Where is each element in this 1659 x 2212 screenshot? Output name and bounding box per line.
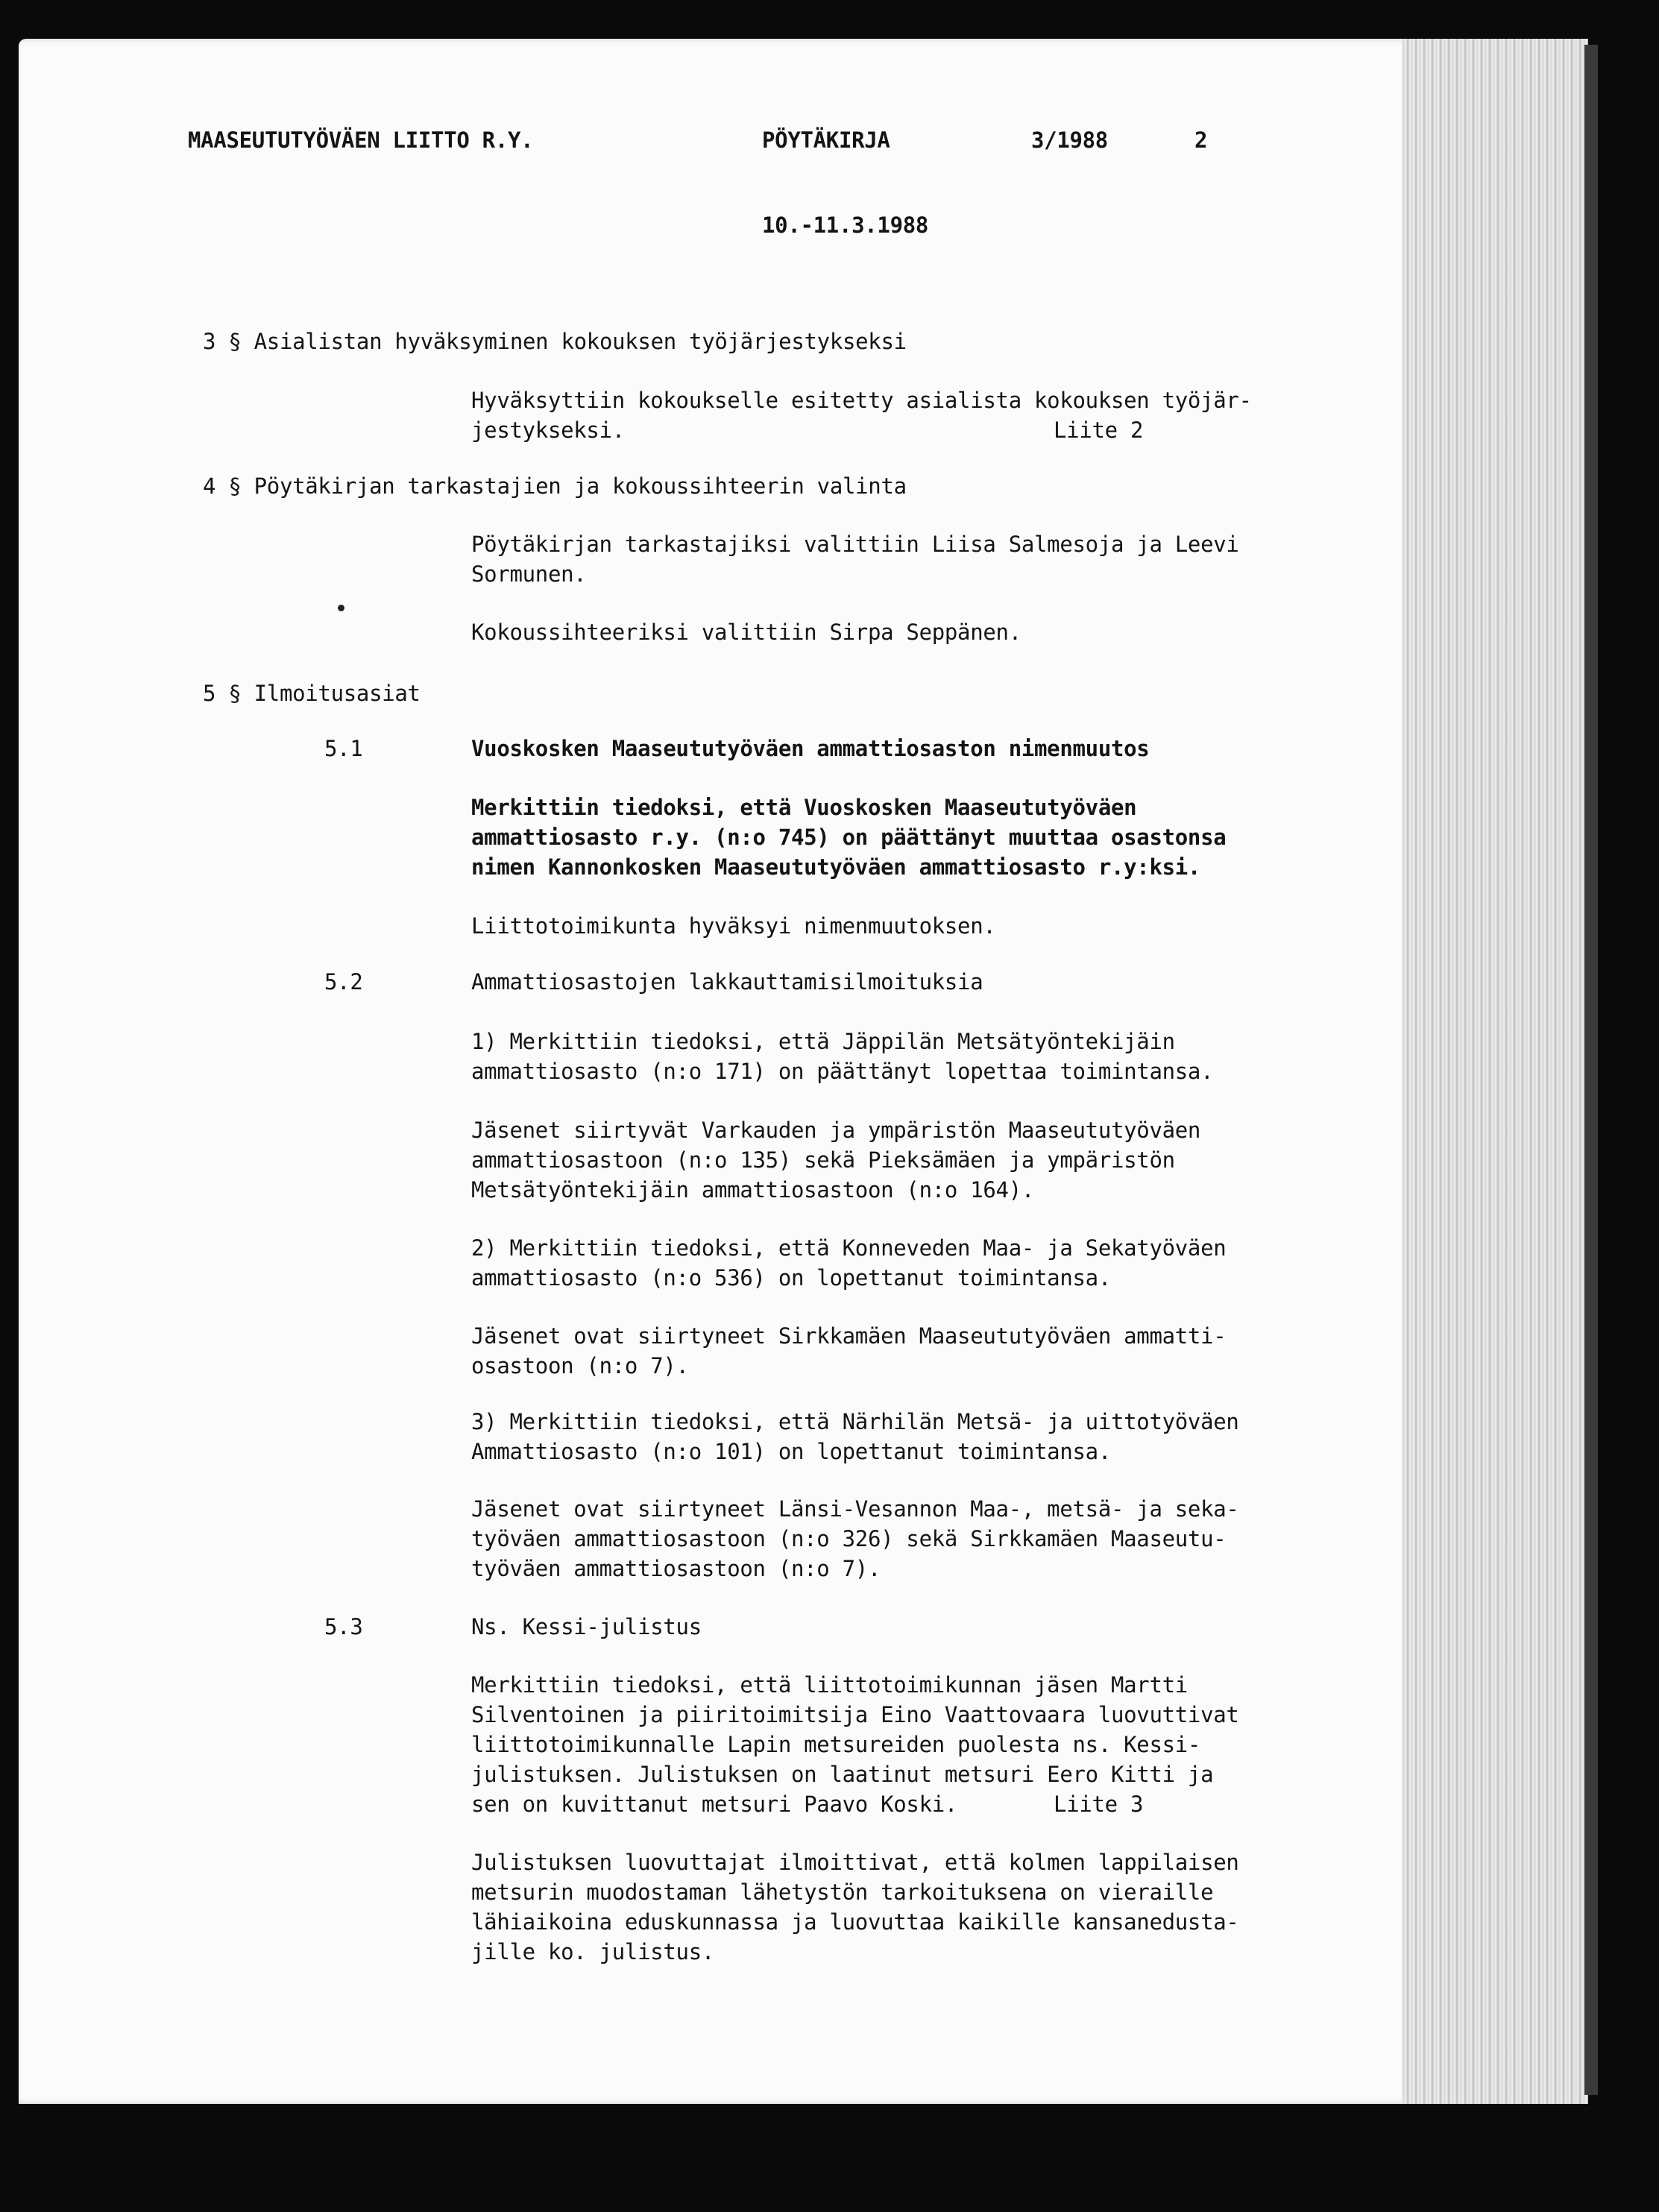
header-doc-type: PÖYTÄKIRJA <box>762 127 890 153</box>
subsection-5-1-number: 5.1 <box>324 736 363 761</box>
header-doc-number: 3/1988 <box>1031 127 1108 153</box>
subsection-5-1-p1-line-1: Merkittiin tiedoksi, että Vuoskosken Maaseututyöväen <box>471 795 1137 820</box>
item-3-line-2: Ammattiosasto (n:o 101) on lopettanut toimintansa. <box>471 1439 1111 1464</box>
subsection-5-3-p1-line-1: Merkittiin tiedoksi, että liittotoimikunnan jäsen Martti <box>471 1672 1188 1698</box>
header-page-number: 2 <box>1194 127 1208 153</box>
header-org: MAASEUTUTYÖVÄEN LIITTO R.Y. <box>188 127 534 153</box>
subsection-5-3-attachment: Liite 3 <box>1054 1792 1144 1817</box>
section-4-heading: 4 § Pöytäkirjan tarkastajien ja kokoussihteerin valinta <box>203 473 907 499</box>
header-date: 10.-11.3.1988 <box>762 212 929 238</box>
subsection-5-1-p1-line-2: ammattiosasto r.y. (n:o 745) on päättänyt muuttaa osastonsa <box>471 825 1227 850</box>
item-1b-line-3: Metsätyöntekijäin ammattiosastoon (n:o 164). <box>471 1177 1035 1203</box>
subsection-5-3-p2-line-1: Julistuksen luovuttajat ilmoittivat, että kolmen lappilaisen <box>471 1850 1239 1875</box>
subsection-5-3-p1-line-2: Silventoinen ja piiritoimitsija Eino Vaattovaara luovuttivat <box>471 1702 1239 1727</box>
subsection-5-2-number: 5.2 <box>324 969 363 995</box>
item-3b-line-1: Jäsenet ovat siirtyneet Länsi-Vesannon Maa-, metsä- ja seka- <box>471 1496 1239 1522</box>
section-3-attachment: Liite 2 <box>1054 417 1144 443</box>
subsection-5-3-p1-line-3: liittotoimikunnalle Lapin metsureiden puolesta ns. Kessi- <box>471 1732 1201 1757</box>
item-3b-line-2: työväen ammattiosastoon (n:o 326) sekä Sirkkamäen Maaseutu- <box>471 1526 1227 1551</box>
item-2-line-2: ammattiosasto (n:o 536) on lopettanut toimintansa. <box>471 1265 1111 1291</box>
subsection-5-1-p1-line-3: nimen Kannonkosken Maaseututyöväen ammattiosasto r.y:ksi. <box>471 854 1201 880</box>
item-2-line-1: 2) Merkittiin tiedoksi, että Konneveden Maa- ja Sekatyöväen <box>471 1235 1227 1261</box>
subsection-5-3-p1-line-5: sen on kuvittanut metsuri Paavo Koski. <box>471 1792 958 1817</box>
subsection-5-1-p2: Liittotoimikunta hyväksyi nimenmuutoksen. <box>471 913 996 939</box>
item-2b-line-1: Jäsenet ovat siirtyneet Sirkkamäen Maaseututyöväen ammatti- <box>471 1323 1227 1349</box>
book-cover-edge <box>1584 45 1598 2095</box>
subsection-5-1-title: Vuoskosken Maaseututyöväen ammattiosaston nimenmuutos <box>471 736 1150 761</box>
item-1b-line-2: ammattiosastoon (n:o 135) sekä Pieksämäen ja ympäristön <box>471 1147 1175 1173</box>
item-3b-line-3: työväen ammattiosastoon (n:o 7). <box>471 1556 881 1581</box>
item-1-line-2: ammattiosasto (n:o 171) on päättänyt lopettaa toimintansa. <box>471 1059 1214 1084</box>
subsection-5-2-title: Ammattiosastojen lakkauttamisilmoituksia <box>471 969 983 995</box>
book-page-edges <box>1402 39 1588 2104</box>
subsection-5-3-number: 5.3 <box>324 1614 363 1639</box>
section-3-heading: 3 § Asialistan hyväksyminen kokouksen työjärjestykseksi <box>203 329 907 354</box>
section-4-p1-line-2: Sormunen. <box>471 561 587 587</box>
item-2b-line-2: osastoon (n:o 7). <box>471 1353 689 1378</box>
section-5-heading: 5 § Ilmoitusasiat <box>203 681 421 706</box>
item-3-line-1: 3) Merkittiin tiedoksi, että Närhilän Metsä- ja uittotyöväen <box>471 1409 1239 1434</box>
subsection-5-3-p2-line-3: lähiaikoina eduskunnassa ja luovuttaa kaikille kansanedusta- <box>471 1909 1239 1935</box>
section-3-body-line-1: Hyväksyttiin kokoukselle esitetty asialista kokouksen työjär- <box>471 388 1252 413</box>
section-4-p1-line-1: Pöytäkirjan tarkastajiksi valittiin Liisa Salmesoja ja Leevi <box>471 532 1239 557</box>
margin-dot-mark <box>338 605 344 611</box>
subsection-5-3-p2-line-4: jille ko. julistus. <box>471 1939 715 1964</box>
item-1b-line-1: Jäsenet siirtyvät Varkauden ja ympäristön Maaseututyöväen <box>471 1118 1201 1143</box>
item-1-line-1: 1) Merkittiin tiedoksi, että Jäppilän Metsätyöntekijäin <box>471 1029 1175 1054</box>
subsection-5-3-p2-line-2: metsurin muodostaman lähetystön tarkoituksena on vieraille <box>471 1879 1214 1905</box>
subsection-5-3-p1-line-4: julistuksen. Julistuksen on laatinut metsuri Eero Kitti ja <box>471 1762 1214 1787</box>
subsection-5-3-title: Ns. Kessi-julistus <box>471 1614 702 1639</box>
section-4-p2: Kokoussihteeriksi valittiin Sirpa Seppänen. <box>471 620 1021 645</box>
section-3-body-line-2: jestykseksi. <box>471 417 625 443</box>
